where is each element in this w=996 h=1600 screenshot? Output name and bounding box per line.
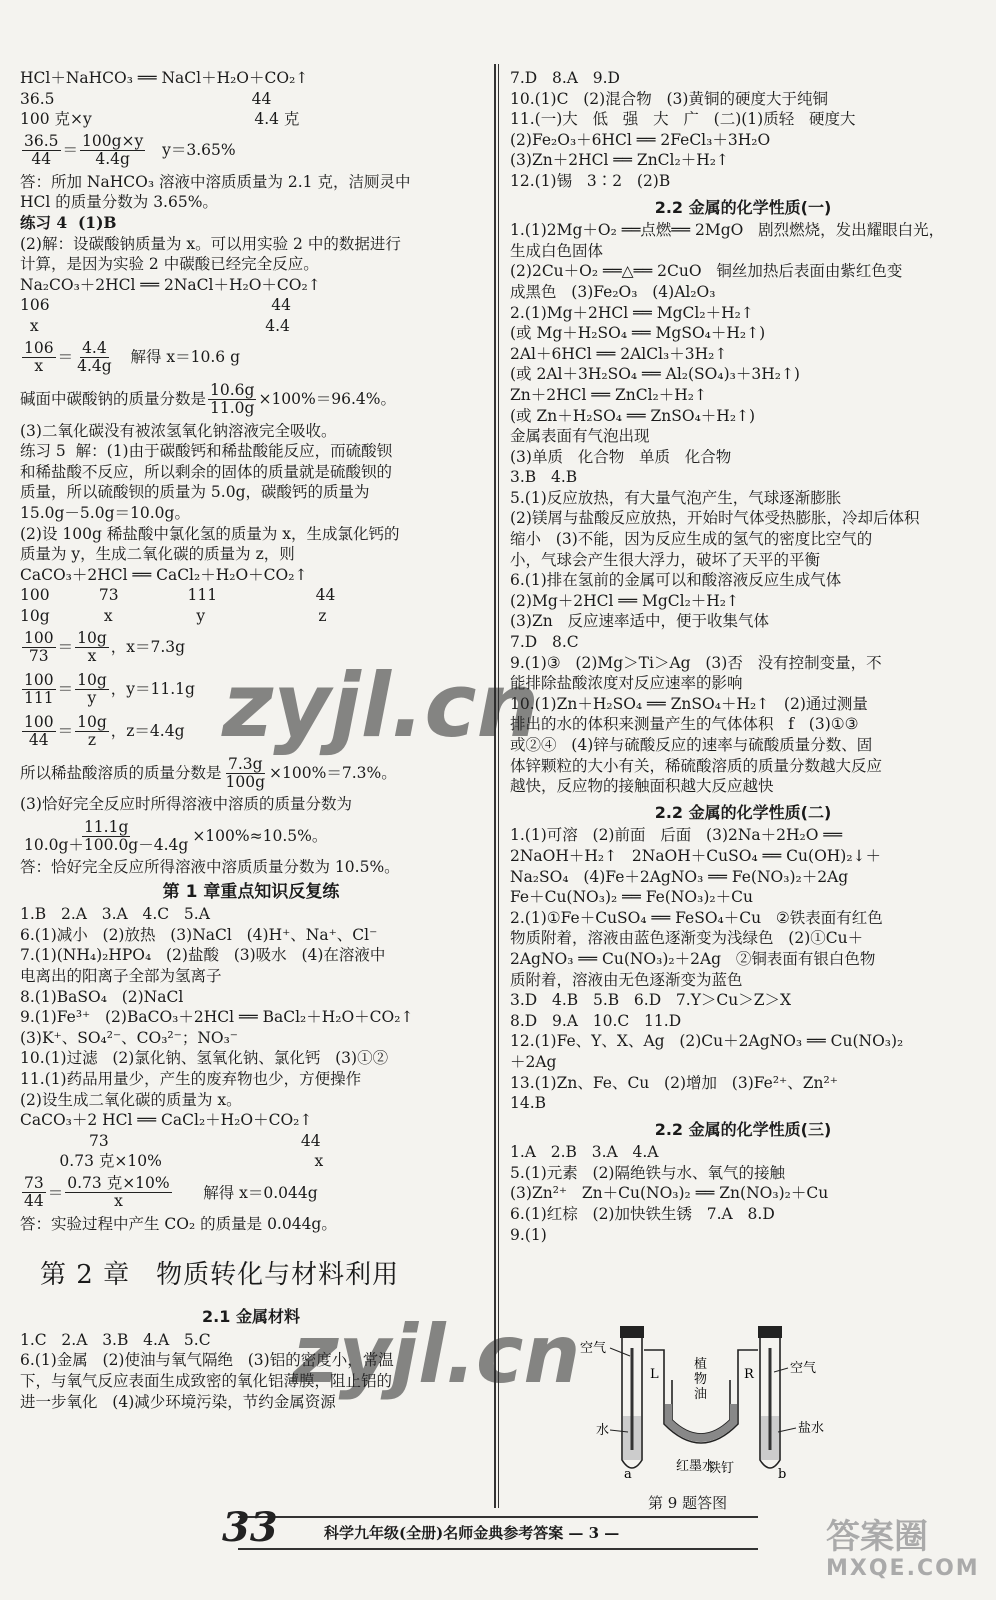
label-water: 水 (596, 1423, 610, 1438)
label-red-ink: 红墨水 (676, 1459, 716, 1474)
fraction-line: $\frac{100}{73}$ ＝ $\frac{10g}{x}$ ，x＝7.3g (24, 628, 186, 665)
text-line: (3)恰好完全反应时所得溶液中溶质的质量分数为 (20, 795, 352, 814)
column-divider (498, 64, 499, 1508)
text-line: 2Al＋6HCl ══ 2AlCl₃＋3H₂↑ (510, 344, 728, 363)
figure-caption: 第 9 题答图 (648, 1494, 728, 1512)
text-line: 1.B 2.A 3.A 4.C 5.A (20, 905, 210, 924)
text-line: 3.B 4.B (510, 468, 578, 487)
label-air-left: 空气 (580, 1341, 607, 1356)
label-R: R (744, 1367, 754, 1382)
text-line: 11.(一)大 低 强 大 广 (二)(1)质轻 硬度大 (510, 110, 856, 129)
label-air-right: 空气 (790, 1361, 817, 1376)
text-line: 12.(1)Fe、Y、X、Ag (2)Cu＋2AgNO₃ ══ Cu(NO₃)₂ (510, 1032, 904, 1051)
text-line: 6.(1)红棕 (2)加快铁生锈 7.A 8.D (510, 1205, 775, 1224)
text-line: 2AgNO₃ ══ Cu(NO₃)₂＋2Ag ②铜表面有银白色物 (510, 949, 876, 968)
text-line: 体锌颗粒的大小有关，稀硫酸溶质的质量分数越大反应 (510, 756, 883, 775)
text-line: 9.(1)③ (2)Mg＞Ti＞Ag (3)否 没有控制变量，不 (510, 653, 882, 672)
text-line: 5.(1)元素 (2)隔绝铁与水、氧气的接触 (510, 1163, 785, 1182)
text-line: 0.73 克×10% x (20, 1152, 324, 1171)
text-line: 7.D 8.A 9.D (510, 69, 620, 87)
text-line: 9.(1) (510, 1225, 547, 1244)
text-line: 6.(1)排在氢前的金属可以和酸溶液反应生成气体 (510, 571, 842, 590)
text-line: 6.(1)减小 (2)放热 (3)NaCl (4)H⁺、Na⁺、Cl⁻ (20, 925, 378, 944)
text-line: 金属表面有气泡出现 (510, 427, 650, 446)
text-line: 1.C 2.A 3.B 4.A 5.C (20, 1330, 211, 1349)
text-line: (2)镁屑与盐酸反应放热，开始时气体受热膨胀，冷却后体积 (510, 509, 920, 528)
text-line: (或 Zn＋H₂SO₄ ══ ZnSO₄＋H₂↑) (510, 406, 756, 425)
text-line: 电离出的阳离子全部为氢离子 (20, 967, 222, 986)
text-line: HCl 的质量分数为 3.65%。 (20, 193, 218, 212)
text-line: 10.(1)过滤 (2)氯化钠、氢氧化钠、氯化钙 (3)①② (20, 1049, 389, 1068)
text-line: 答：恰好完全反应所得溶液中溶质质量分数为 10.5%。 (20, 858, 400, 877)
text-line: (3)二氧化碳没有被浓氢氧化钠溶液完全吸收。 (20, 421, 337, 440)
text-line: 1.(1)可溶 (2)前面 后面 (3)2Na＋2H₂O ══ (510, 826, 843, 845)
label-nail: 铁钉 (708, 1461, 735, 1476)
text-line: 6.(1)金属 (2)使油与氧气隔绝 (3)铝的密度小，常温 (20, 1351, 394, 1370)
text-line: Zn＋2HCl ══ ZnCl₂＋H₂↑ (510, 385, 707, 404)
text-line: 1.(1)2Mg＋O₂ ══点燃══ 2MgO 剧烈燃烧，发出耀眼白光， (510, 221, 945, 240)
text-line: x 4.4 (20, 316, 290, 335)
text-line: 73 44 (20, 1131, 321, 1150)
text-line: 106 44 (20, 296, 292, 315)
fraction-line: $\frac{106}{x}$ ＝ $\frac{4.4}{4.4g}$ 解得 x＝10.6 g (24, 339, 240, 376)
fraction-line: 碱面中碳酸钠的质量分数是 $\frac{10.6g}{11.0g}$ ×100%＝96.4%。 (20, 381, 396, 418)
text-line: 排出的水的体积来测量产生的气体体积 f (3)①③ (510, 715, 859, 734)
section-heading: 2.2 金属的化学性质(二) (654, 802, 832, 822)
fraction-line: $\frac{100}{111}$ ＝ $\frac{10g}{y}$ ，y＝11.1g (24, 670, 195, 707)
text-line: 9.(1)Fe³⁺ (2)BaCO₃＋2HCl ══ BaCl₂＋H₂O＋CO₂↑ (20, 1008, 414, 1027)
text-line: (2)Fe₂O₃＋6HCl ══ 2FeCl₃＋3H₂O (510, 130, 771, 149)
text-line: 进一步氧化 (4)减少环境污染，节约金属资源 (20, 1392, 336, 1411)
text-line: 10g x y z (20, 606, 327, 625)
text-line: 100 克×y 4.4 克 (20, 110, 300, 129)
fraction: $\frac{36.5}{44}$ (24, 132, 59, 169)
text-line: CaCO₃＋2 HCl ══ CaCl₂＋H₂O＋CO₂↑ (20, 1111, 313, 1130)
text-line: HCl＋NaHCO₃ ══ NaCl＋H₂O＋CO₂↑ (20, 69, 309, 87)
label-a: a (624, 1467, 632, 1480)
text-line: (或 2Al＋3H₂SO₄ ══ Al₂(SO₄)₃＋3H₂↑) (510, 365, 800, 384)
text-line: 质量为 y，生成二氧化碳的质量为 z，则 (20, 545, 295, 564)
text-line: 和稀盐酸不反应，所以剩余的固体的质量就是硫酸钡的 (20, 462, 393, 481)
text-line: 2.(1)①Fe＋CuSO₄ ══ FeSO₄＋Cu ②铁表面有红色 (510, 908, 883, 927)
section-heading: 2.2 金属的化学性质(三) (654, 1119, 832, 1139)
text-line: 1.A 2.B 3.A 4.A (510, 1143, 659, 1162)
corner-watermark (826, 1518, 980, 1581)
text-line: Na₂SO₄ (4)Fe＋2AgNO₃ ══ Fe(NO₃)₂＋2Ag (510, 867, 849, 886)
text-line: (2)设 100g 稀盐酸中氯化氢的质量为 x，生成氯化钙的 (20, 524, 400, 543)
text-line: 10.(1)Zn＋H₂SO₄ ══ ZnSO₄＋H₂↑ (2)通过测量 (510, 694, 868, 713)
section-heading: 2.1 金属材料 (202, 1307, 300, 1327)
footer-text: 科学九年级(全册)名师金典参考答案 — 3 — (324, 1524, 620, 1542)
exercise-heading: 练习 4 (1)B (20, 212, 117, 232)
corner-watermark-text: 答案圈 (826, 1517, 928, 1557)
text-line: 10.(1)C (2)混合物 (3)黄铜的硬度大于纯铜 (510, 89, 828, 108)
fraction-line: 所以稀盐酸溶质的质量分数是 $\frac{7.3g}{100g}$ ×100%＝7.3%。 (20, 754, 397, 791)
text-line: 计算，是因为实验 2 中碳酸已经完全反应。 (20, 255, 319, 274)
text-line: 8.D 9.A 10.C 11.D (510, 1011, 682, 1030)
text-line: 5.(1)反应放热，有大量气泡产生，气球逐渐膨胀 (510, 488, 842, 507)
text-line: (3)Zn²⁺ Zn＋Cu(NO₃)₂ ══ Zn(NO₃)₂＋Cu (510, 1184, 829, 1203)
text-line: 练习 5 解：(1)由于碳酸钙和稀盐酸能反应，而硫酸钡 (20, 442, 393, 461)
label-salt-water: 盐水 (798, 1421, 825, 1436)
left-stopper (620, 1326, 644, 1338)
text-line: (3)单质 化合物 单质 化合物 (510, 447, 732, 466)
text-line: (3)Zn＋2HCl ══ ZnCl₂＋H₂↑ (510, 151, 729, 170)
text-line: ＋2Ag (510, 1052, 557, 1071)
text-line: 100 73 111 44 (20, 586, 336, 605)
text-line: (2)Mg＋2HCl ══ MgCl₂＋H₂↑ (510, 591, 740, 610)
label-L: L (650, 1367, 659, 1382)
corner-watermark-url: MXQE.COM (826, 1556, 980, 1581)
chapter-title: 第 2 章 物质转化与材料利用 (40, 1259, 400, 1290)
watermark: zyjl.cn (222, 654, 540, 757)
page-footer (222, 1504, 758, 1551)
text-line: (2)解：设碳酸钠质量为 x。可以用实验 2 中的数据进行 (20, 234, 401, 253)
text-line: 7.D 8.C (510, 633, 579, 652)
text-line: Na₂CO₃＋2HCl ══ 2NaCl＋H₂O＋CO₂↑ (20, 275, 321, 294)
text-line: 8.(1)BaSO₄ (2)NaCl (20, 987, 184, 1006)
column-divider (494, 64, 496, 1508)
watermark: zyjl.cn (292, 1308, 581, 1401)
text-line: 缩小 (3)不能，因为反应生成的氢气的密度比空气的 (510, 530, 873, 549)
text-line: 答：实验过程中产生 CO₂ 的质量是 0.044g。 (20, 1214, 337, 1233)
right-column (510, 68, 976, 1245)
footer-logo: 33 (222, 1504, 278, 1551)
label-b: b (778, 1467, 787, 1480)
fraction-line: $\frac{11.1g}{10.0g+100.0g-4.4g}$ ×100%≈10.5%。 (24, 817, 328, 854)
text-line: 生成白色固体 (510, 241, 604, 260)
text-line: 7.(1)(NH₄)₂HPO₄ (2)盐酸 (3)吸水 (4)在溶液中 (20, 946, 386, 965)
text-line: (3)K⁺、SO₄²⁻、CO₃²⁻；NO₃⁻ (20, 1028, 238, 1047)
text-line: 2.(1)Mg＋2HCl ══ MgCl₂＋H₂↑ (510, 303, 754, 322)
fraction-line: $\frac{100}{44}$ ＝ $\frac{10g}{z}$ ，z＝4.4g (24, 712, 185, 749)
text-line: 或②④ (4)锌与硫酸反应的速率与硫酸质量分数、固 (510, 736, 873, 754)
section-heading: 第 1 章重点知识反复练 (162, 881, 340, 902)
fraction-line: $\frac{36.5}{44}$ ＝ $\frac{100g\times y}{4.4g}$ y＝3.65% (24, 132, 236, 169)
text-line: CaCO₃＋2HCl ══ CaCl₂＋H₂O＋CO₂↑ (20, 565, 308, 584)
text-line: 14.B (510, 1094, 547, 1113)
text-line: Fe＋Cu(NO₃)₂ ══ Fe(NO₃)₂＋Cu (510, 888, 753, 907)
apparatus-diagram (552, 1320, 852, 1480)
text-line: 3.D 4.B 5.B 6.D 7.Y＞Cu＞Z＞X (510, 991, 792, 1010)
text-line: (或 Mg＋H₂SO₄ ══ MgSO₄＋H₂↑) (510, 324, 766, 343)
text-line: 质附着，溶液由无色逐渐变为蓝色 (510, 970, 743, 989)
text-line: 能排除盐酸浓度对反应速率的影响 (510, 674, 743, 693)
text-line: 13.(1)Zn、Fe、Cu (2)增加 (3)Fe²⁺、Zn²⁺ (510, 1073, 838, 1092)
text-line: 11.(1)药品用量少，产生的废弃物也少，方便操作 (20, 1070, 362, 1088)
text-line: 质量，所以硫酸钡的质量为 5.0g，碳酸钙的质量为 (20, 483, 370, 502)
label-oil: 植物油 (694, 1357, 708, 1402)
text-line: (2)2Cu＋O₂ ══△══ 2CuO 铜丝加热后表面由紫红色变 (510, 262, 903, 281)
text-line: 下，与氧气反应表面生成致密的氧化铝薄膜，阻止铝的 (20, 1371, 393, 1390)
right-stopper (758, 1326, 782, 1338)
section-heading: 2.2 金属的化学性质(一) (654, 197, 832, 217)
fraction: $\frac{100g\times y}{4.4g}$ (82, 132, 144, 169)
fraction-line: $\frac{73}{44}$ ＝ $\frac{\text{0.73 克×10\%}}{x}$ 解得 x＝0.044g (24, 1174, 318, 1211)
text-line: 15.0g－5.0g＝10.0g。 (20, 503, 190, 522)
text-line: 越快，反应物的接触面积越大反应越快 (510, 777, 774, 796)
text-line: 12.(1)锡 3∶2 (2)B (510, 171, 671, 190)
text-line: 成黑色 (3)Fe₂O₃ (4)Al₂O₃ (510, 282, 716, 301)
text-line: 答：所加 NaHCO₃ 溶液中溶质质量为 2.1 克，洁厕灵中 (20, 172, 411, 191)
text-line: 小，气球会产生很大浮力，破坏了天平的平衡 (510, 550, 821, 569)
text-line: (2)设生成二氧化碳的质量为 x。 (20, 1090, 242, 1109)
text-line: 物质附着，溶液由蓝色逐渐变为浅绿色 (2)①Cu＋ (510, 929, 864, 948)
text-line: (3)Zn 反应速率适中，便于收集气体 (510, 612, 769, 631)
text-line: 36.5 44 (20, 89, 272, 108)
text-line: 2NaOH＋H₂↑ 2NaOH＋CuSO₄ ══ Cu(OH)₂↓＋ (510, 846, 882, 865)
